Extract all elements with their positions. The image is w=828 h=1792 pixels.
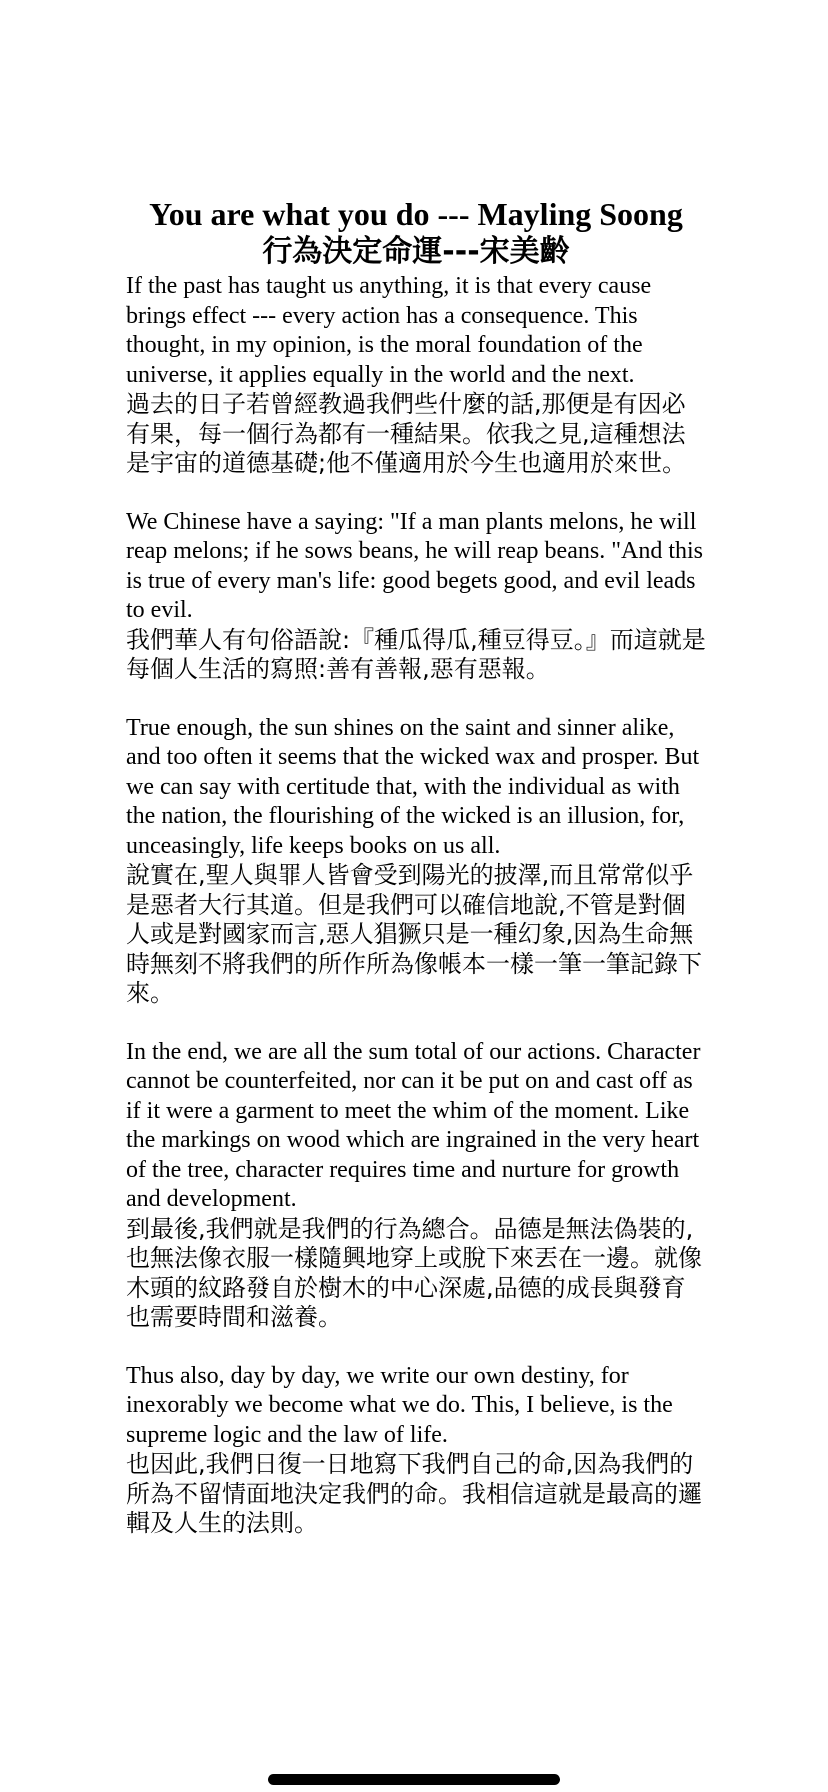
paragraph-english: We Chinese have a saying: "If a man plants melons, he will reap melons; if he sows beans, he will reap beans. "And this is true of every man's life: good begets good, and evil leads to evil. bbox=[126, 508, 703, 623]
paragraph-english: If the past has taught us anything, it is that every cause brings effect --- every action has a consequence. This thought, in my opinion, is the moral foundation of the universe, it applies equally in the world and the next. bbox=[126, 273, 652, 388]
paragraph-chinese: 說實在,聖人與罪人皆會受到陽光的披澤,而且常常似乎是惡者大行其道。但是我們可以確信地說,不管是對個人或是對國家而言,惡人猖獗只是一種幻象,因為生命無時無刻不將我們的所作所為像帳本一樣一筆一筆記錄下來。 bbox=[126, 861, 702, 1007]
title-english: You are what you do --- Mayling Soong bbox=[149, 196, 683, 232]
paragraph-chinese: 到最後,我們就是我們的行為總合。品德是無法偽裝的,也無法像衣服一樣隨興地穿上或脫下來丟在一邊。就像木頭的紋路發自於樹木的中心深處,品德的成長與發育也需要時間和滋養。 bbox=[126, 1214, 702, 1331]
paragraph-english: True enough, the sun shines on the saint and sinner alike, and too often it seems that the wicked wax and prosper. But we can say with certitude that, with the individual as with the nation, the flourishing of the wicked is an illusion, for, unceasingly, life keeps books on us all. bbox=[126, 714, 700, 859]
paragraph-1 bbox=[126, 272, 706, 479]
home-indicator[interactable] bbox=[268, 1774, 560, 1785]
paragraph-3 bbox=[126, 714, 706, 1009]
paragraph-4 bbox=[126, 1038, 706, 1333]
document-body bbox=[126, 196, 706, 1568]
paragraph-english: In the end, we are all the sum total of our actions. Character cannot be counterfeited, nor can it be put on and cast off as if it were a garment to meet the whim of the moment. Like the markings on wood which are ingrained in the very heart of the tree, character requires time and nurture for growth and development. bbox=[126, 1038, 701, 1212]
paragraph-english: Thus also, day by day, we write our own destiny, for inexorably we become what we do. This, I believe, is the supreme logic and the law of life. bbox=[126, 1362, 673, 1448]
paragraph-chinese: 過去的日子若曾經教過我們些什麼的話,那便是有因必有果，每一個行為都有一種結果。依我之見,這種想法是宇宙的道德基礎;他不僅適用於今生也適用於來世。 bbox=[126, 390, 687, 477]
paragraph-chinese: 我們華人有句俗語說:『種瓜得瓜,種豆得豆。』而這就是每個人生活的寫照:善有善報,惡有惡報。 bbox=[126, 625, 706, 683]
title-chinese: 行為決定命運---宋美齡 bbox=[262, 234, 570, 269]
paragraph-chinese: 也因此,我們日復一日地寫下我們自己的命,因為我們的所為不留情面地決定我們的命。我相信這就是最高的邏輯及人生的法則。 bbox=[126, 1450, 702, 1537]
paragraph-2 bbox=[126, 508, 706, 685]
paragraph-5 bbox=[126, 1362, 706, 1539]
